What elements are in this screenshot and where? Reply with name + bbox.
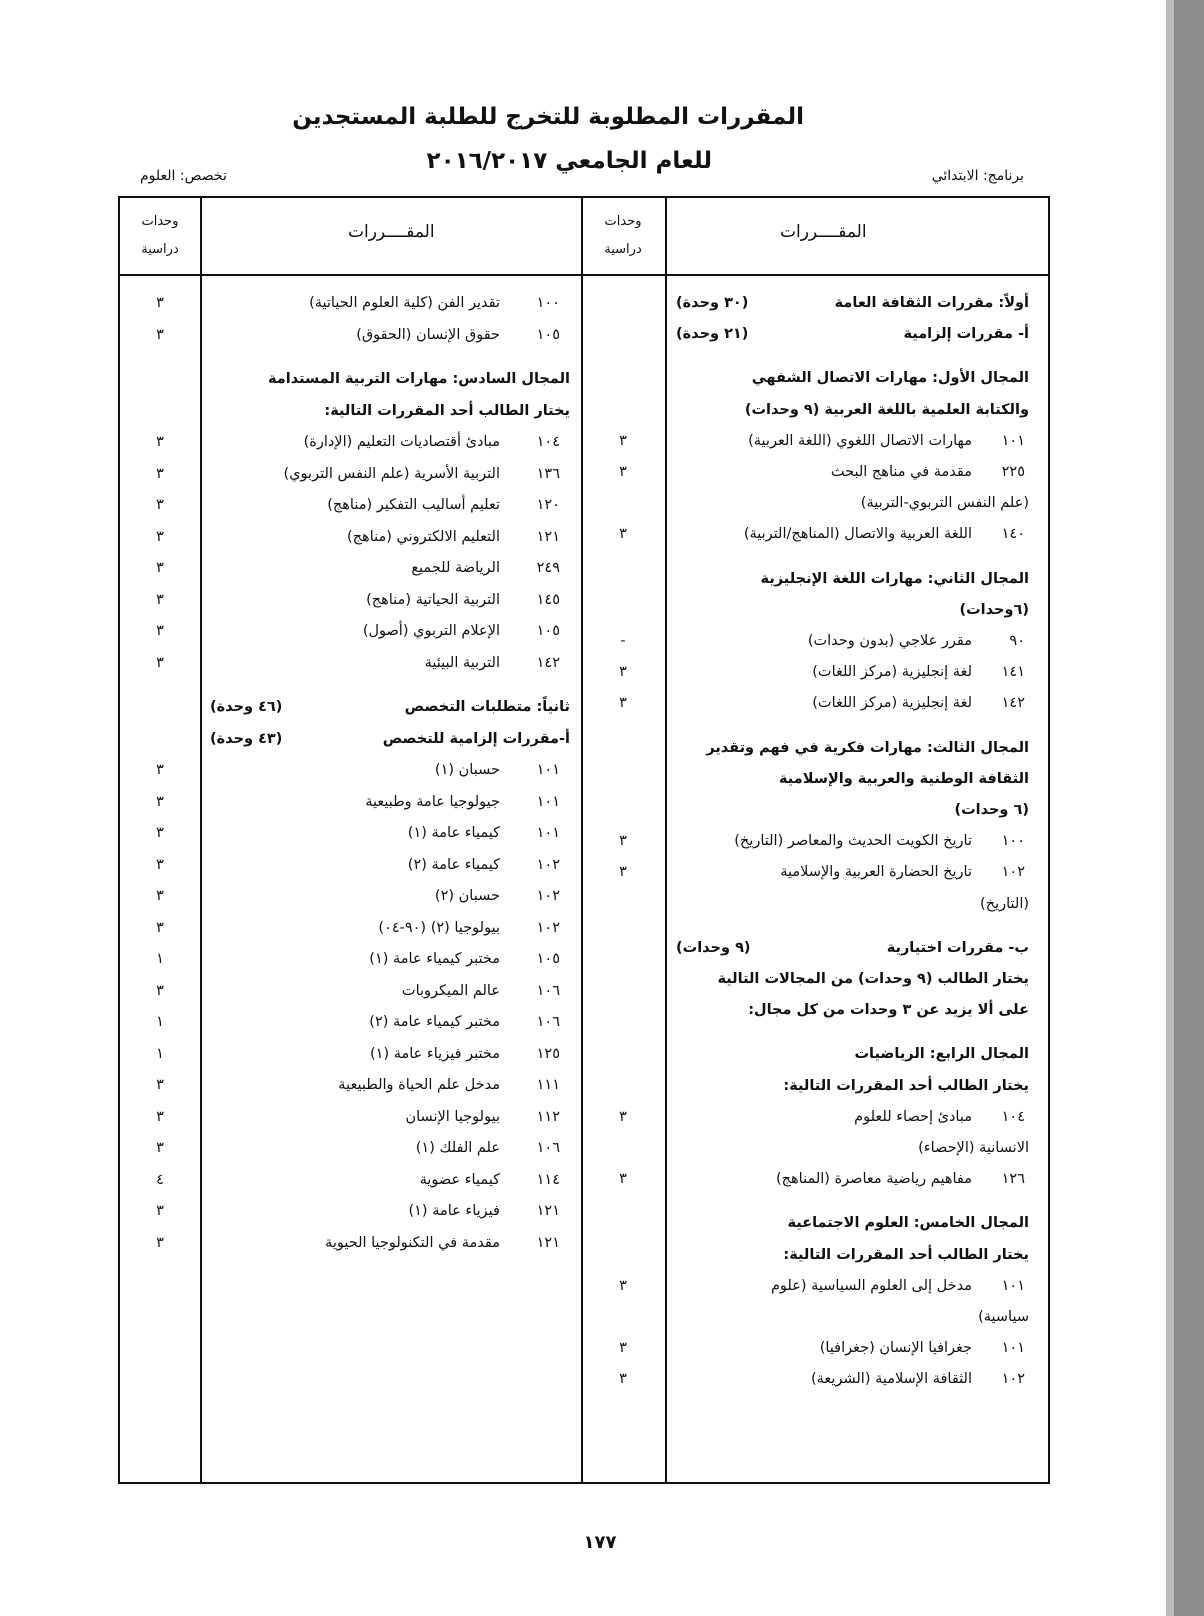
specialization-label: تخصص: العلوم <box>140 168 227 184</box>
course-title: تعليم أساليب التفكير (مناهج) <box>327 497 500 513</box>
section-heading <box>0 692 1204 722</box>
heading-text: الانسانية (الإحصاء) <box>918 1140 1029 1156</box>
course-code: ٩٠ <box>1009 633 1025 649</box>
course-title: التعليم الالكتروني (مناهج) <box>347 528 500 545</box>
course-row <box>0 427 1204 457</box>
course-row <box>0 1364 1204 1394</box>
course-code: ١٠٢ <box>1001 864 1025 881</box>
heading-text: يختار الطالب أحد المقررات التالية: <box>783 1077 1029 1094</box>
course-code: ١٠١ <box>1001 1277 1025 1294</box>
course-row <box>0 648 1204 678</box>
course-units: ٣ <box>619 1171 627 1188</box>
course-units: ٣ <box>156 762 164 778</box>
course-code: ١٠٦ <box>536 1140 560 1156</box>
course-title: حقوق الإنسان (الحقوق) <box>356 326 500 343</box>
heading-text: أ-مقررات إلزامية للتخصص <box>382 730 570 747</box>
course-code: ٢٤٩ <box>536 560 560 576</box>
course-units: ٣ <box>156 497 164 513</box>
course-title: التربية الأسرية (علم النفس التربوي) <box>283 465 500 482</box>
course-code: ١١٤ <box>536 1171 560 1188</box>
units-note: (٤٣ وحدة) <box>210 730 283 747</box>
course-code: ١٠٤ <box>536 434 560 450</box>
course-title: التربية الحياتية (مناهج) <box>366 591 500 608</box>
course-row <box>0 1070 1204 1100</box>
course-row <box>0 1333 1204 1363</box>
heading-text: (٦ وحدات) <box>954 802 1029 818</box>
course-row <box>0 320 1204 350</box>
heading-text: سياسية) <box>978 1309 1029 1325</box>
header-units-right: وحدات دراسية <box>604 214 642 257</box>
course-code: ١٤٢ <box>1001 695 1025 712</box>
course-row <box>0 1039 1204 1069</box>
heading-text: المجال الثالث: مهارات فكرية في فهم وتقدير <box>706 739 1029 756</box>
course-row <box>0 288 1204 318</box>
course-code: ١٠٢ <box>536 888 560 904</box>
page-title: المقررات المطلوبة للتخرج للطلبة المستجدين <box>292 104 804 130</box>
course-units: ٣ <box>619 695 627 712</box>
course-units: ١ <box>156 1014 164 1030</box>
course-title: مبادئ أقتصاديات التعليم (الإدارة) <box>303 434 500 450</box>
course-units: ٣ <box>156 434 164 450</box>
heading-text: (علم النفس التربوي-التربية) <box>860 495 1029 512</box>
course-title: بيولوجيا الإنسان <box>405 1108 500 1125</box>
course-code: ١٠١ <box>536 762 560 778</box>
heading-text: يختار الطالب (٩ وحدات) من المجالات التالية <box>717 971 1029 987</box>
course-code: ١٤١ <box>1001 664 1025 681</box>
course-title: كيمياء عامة (٢) <box>407 856 500 873</box>
course-row <box>0 1007 1204 1037</box>
course-units: ٣ <box>619 1340 627 1357</box>
course-code: ١٠٠ <box>536 295 560 311</box>
course-code: ١٠٥ <box>536 623 560 639</box>
heading-text: الثقافة الوطنية والعربية والإسلامية <box>779 770 1029 787</box>
course-row <box>0 787 1204 817</box>
course-title: مفاهيم رياضية معاصرة (المناهج) <box>776 1171 972 1188</box>
heading-text: المجال السادس: مهارات التربية المستدامة <box>268 371 570 387</box>
course-code: ١٤٥ <box>536 591 560 608</box>
course-title: الثقافة الإسلامية (الشريعة) <box>810 1371 972 1388</box>
course-units: ٣ <box>619 1108 627 1125</box>
course-title: جغرافيا الإنسان (جغرافيا) <box>819 1340 972 1357</box>
heading-text: المجال الخامس: العلوم الاجتماعية <box>787 1215 1029 1232</box>
course-units: ٣ <box>619 664 627 681</box>
course-units: ٣ <box>156 982 164 999</box>
course-units: ٣ <box>619 432 627 449</box>
heading-text: على ألا يزيد عن ٣ وحدات من كل مجال: <box>748 1002 1029 1019</box>
course-units: ٣ <box>156 326 164 343</box>
course-row <box>0 850 1204 880</box>
course-code: ١٠٠ <box>1001 833 1025 850</box>
course-code: ١٢١ <box>536 1203 560 1219</box>
header-units-left: وحدات دراسية <box>141 214 179 257</box>
course-row <box>0 1165 1204 1195</box>
course-units: ٣ <box>619 464 627 480</box>
course-title: فيزياء عامة (١) <box>408 1203 500 1219</box>
course-row <box>0 522 1204 552</box>
course-title: الرياضة للجميع <box>411 560 500 576</box>
course-units: ٣ <box>156 1077 164 1093</box>
heading-text: ثانياً: متطلبات التخصص <box>404 699 570 715</box>
course-row <box>0 976 1204 1006</box>
course-code: ١٢١ <box>536 528 560 545</box>
course-title: مختبر فيزياء عامة (١) <box>369 1045 500 1062</box>
course-units: ٣ <box>156 1234 164 1251</box>
page-number: ١٧٧ <box>583 1532 617 1553</box>
course-units: ٣ <box>156 465 164 482</box>
page-subtitle: للعام الجامعي ٢٠١٦/٢٠١٧ <box>426 148 712 174</box>
course-units: ٣ <box>156 1108 164 1125</box>
course-title: مختبر كيمياء عامة (٢) <box>369 1014 500 1030</box>
course-units: ٣ <box>156 591 164 608</box>
course-units: ٣ <box>619 864 627 881</box>
course-code: ١٢٠ <box>536 497 560 513</box>
course-units: - <box>620 633 626 649</box>
course-title: حسبان (١) <box>434 762 500 778</box>
heading-text: (٦وحدات) <box>959 601 1029 618</box>
course-units: ٣ <box>619 1371 627 1388</box>
header-courses-left: المقــــررات <box>348 222 435 242</box>
course-code: ١٢٦ <box>1001 1171 1025 1188</box>
course-units: ٣ <box>156 295 164 311</box>
course-code: ١٤٠ <box>1001 526 1025 543</box>
units-note: (٣٠ وحدة) <box>676 295 749 311</box>
course-row <box>0 459 1204 489</box>
section-heading <box>0 724 1204 754</box>
course-row <box>0 490 1204 520</box>
course-code: ١٠٥ <box>536 951 560 967</box>
course-title: عالم الميكروبات <box>401 982 500 999</box>
heading-text: أولاً: مقررات الثقافة العامة <box>834 295 1029 311</box>
course-title: مبادئ إحصاء للعلوم <box>854 1108 972 1125</box>
course-title: تاريخ الحضارة العربية والإسلامية <box>780 864 972 881</box>
course-title: مقدمة في مناهج البحث <box>830 464 972 480</box>
course-code: ١٠٥ <box>536 326 560 343</box>
course-code: ١٠٦ <box>536 982 560 999</box>
course-units: ٣ <box>156 793 164 810</box>
course-code: ١٠٢ <box>536 856 560 873</box>
section-heading <box>0 364 1204 394</box>
course-row <box>0 1102 1204 1132</box>
course-code: ١٠١ <box>1001 1340 1025 1357</box>
course-title: مختبر كيمياء عامة (١) <box>369 951 500 967</box>
course-units: ١ <box>156 1045 164 1062</box>
course-code: ١٠١ <box>536 825 560 841</box>
course-units: ٣ <box>619 1277 627 1294</box>
course-units: ٣ <box>156 528 164 545</box>
course-row <box>0 1271 1204 1301</box>
course-code: ١٠١ <box>1001 432 1025 449</box>
course-title: لغة إنجليزية (مركز اللغات) <box>812 695 972 712</box>
course-row <box>0 944 1204 974</box>
course-units: ٣ <box>156 654 164 671</box>
heading-text: والكتابة العلمية باللغة العربية (٩ وحدات) <box>744 401 1029 418</box>
heading-text: (التاريخ) <box>980 895 1029 912</box>
heading-text: يختار الطالب أحد المقررات التالية: <box>783 1246 1029 1263</box>
course-code: ١٠٢ <box>536 919 560 936</box>
course-title: لغة إنجليزية (مركز اللغات) <box>812 664 972 681</box>
course-units: ٣ <box>156 1140 164 1156</box>
course-row <box>0 1228 1204 1258</box>
course-code: ١٠٢ <box>1001 1371 1025 1388</box>
section-heading <box>0 1302 1204 1332</box>
heading-text: يختار الطالب أحد المقررات التالية: <box>324 402 570 419</box>
course-units: ٣ <box>156 888 164 904</box>
course-title: مدخل إلى العلوم السياسية (علوم <box>770 1277 972 1294</box>
course-code: ١٠٤ <box>1001 1108 1025 1125</box>
course-title: كيمياء عضوية <box>419 1171 500 1188</box>
course-units: ٣ <box>156 560 164 576</box>
course-title: مقدمة في التكنولوجيا الحيوية <box>325 1234 500 1251</box>
header-courses-right: المقــــررات <box>780 222 867 242</box>
course-title: اللغة العربية والاتصال (المناهج/التربية) <box>743 526 972 543</box>
course-code: ١٤٢ <box>536 654 560 671</box>
heading-text: المجال الأول: مهارات الاتصال الشفهي <box>751 370 1029 387</box>
course-code: ١٣٦ <box>536 465 560 482</box>
heading-text: ب- مقررات اختيارية <box>886 939 1029 956</box>
course-title: مقرر علاجي (بدون وحدات) <box>807 633 972 649</box>
course-units: ٣ <box>156 623 164 639</box>
course-row <box>0 818 1204 848</box>
units-note: (٤٦ وحدة) <box>210 699 283 715</box>
course-title: حسبان (٢) <box>434 888 500 904</box>
table-header-line <box>118 274 1050 276</box>
course-title: التربية البيئية <box>424 654 500 671</box>
heading-text: المجال الثاني: مهارات اللغة الإنجليزية <box>760 570 1029 587</box>
course-units: ٣ <box>619 526 627 543</box>
course-row <box>0 585 1204 615</box>
course-title: جيولوجيا عامة وطبيعية <box>365 793 500 810</box>
course-row <box>0 913 1204 943</box>
course-title: علم الفلك (١) <box>415 1140 500 1156</box>
course-row <box>0 1133 1204 1163</box>
program-label: برنامج: الابتدائي <box>931 168 1024 184</box>
course-title: كيمياء عامة (١) <box>407 825 500 841</box>
course-units: ٣ <box>156 919 164 936</box>
course-title: مدخل علم الحياة والطبيعية <box>338 1077 500 1093</box>
course-title: تاريخ الكويت الحديث والمعاصر (التاريخ) <box>734 833 972 850</box>
heading-text: أ- مقررات إلزامية <box>903 326 1029 343</box>
heading-text: المجال الرابع: الرياضيات <box>854 1046 1029 1063</box>
course-row <box>0 755 1204 785</box>
course-row <box>0 616 1204 646</box>
course-code: ١٢١ <box>536 1234 560 1251</box>
course-title: مهارات الاتصال اللغوي (اللغة العربية) <box>748 432 972 449</box>
course-units: ٣ <box>619 833 627 850</box>
course-units: ٣ <box>156 1203 164 1219</box>
course-code: ١١١ <box>536 1077 560 1093</box>
course-row <box>0 1196 1204 1226</box>
course-units: ٣ <box>156 825 164 841</box>
course-code: ١١٢ <box>536 1108 560 1125</box>
course-units: ٣ <box>156 856 164 873</box>
course-code: ١٠٦ <box>536 1014 560 1030</box>
units-note: (٩ وحدات) <box>676 939 751 956</box>
course-units: ١ <box>156 951 164 967</box>
course-title: الإعلام التربوي (أصول) <box>362 623 500 639</box>
course-title: بيولوجيا (٢) (٩٠-٠٤) <box>378 919 500 936</box>
course-code: ١٠١ <box>536 793 560 810</box>
course-row <box>0 553 1204 583</box>
course-code: ١٢٥ <box>536 1045 560 1062</box>
course-row <box>0 881 1204 911</box>
section-heading <box>0 396 1204 426</box>
course-units: ٤ <box>156 1171 164 1188</box>
course-title: تقدير الفن (كلية العلوم الحياتية) <box>309 295 500 311</box>
course-code: ٢٢٥ <box>1001 464 1025 480</box>
units-note: (٢١ وحدة) <box>676 326 749 343</box>
